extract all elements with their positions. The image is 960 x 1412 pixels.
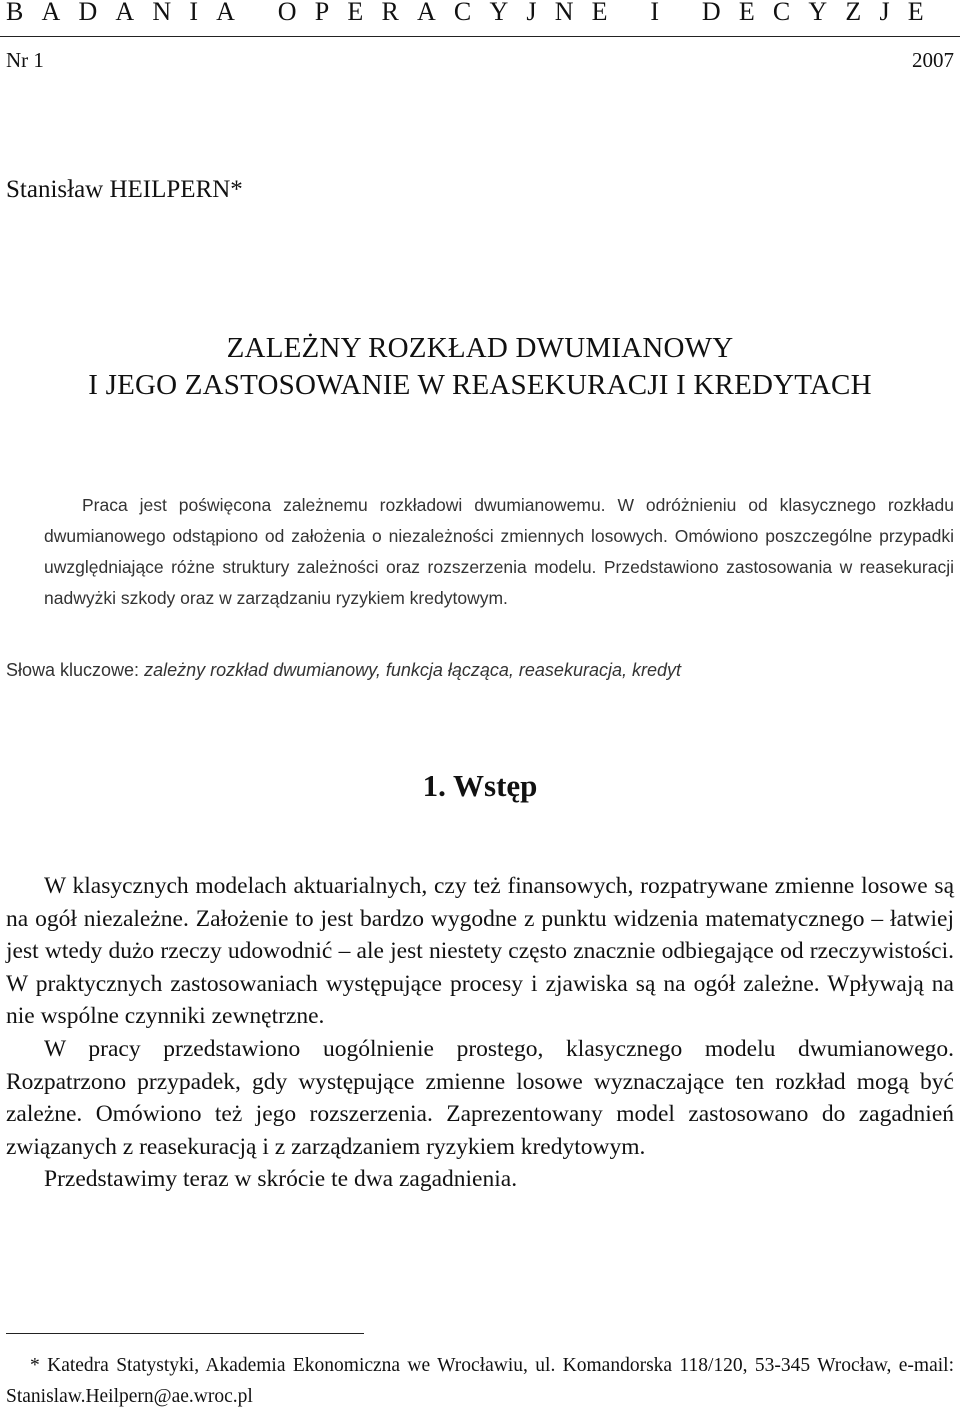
abstract (44, 490, 954, 614)
body-paragraph-2: W pracy przedstawiono uogólnienie prostego, klasycznego modelu dwumianowego. Rozpatrzono przypadek, gdy występujące zmienne losowe wyznaczające ten rozkład mogą być zależne. Omówiono też jego rozszerzenia. Zaprezentowany model zastosowano do zagadnień związanych z reasekuracją i z zarządzaniem ryzykiem kredytowym. (6, 1035, 954, 1160)
journal-header-letter (677, 0, 684, 27)
footnote-rule (6, 1333, 364, 1334)
section-heading: 1. Wstęp (422, 768, 538, 803)
body-paragraph-3: Przedstawimy teraz w skrócie te dwa zagadnienia. (44, 1166, 518, 1193)
journal-header-letter: I (189, 0, 198, 26)
journal-header-letter: Y (808, 0, 828, 26)
journal-header-letter: D (701, 0, 721, 26)
journal-header-letter (626, 0, 633, 27)
journal-header-letter: O (277, 0, 297, 26)
keywords-values: zależny rozkład dwumianowy, funkcja łącząca, reasekuracja, kredyt (144, 660, 681, 680)
paper-title (0, 330, 960, 404)
journal-header-letter: N (152, 0, 172, 26)
issue-number: Nr 1 (6, 48, 44, 72)
title-line-2: I JEGO ZASTOSOWANIE W REASEKURACJI I KREDYTACH (88, 369, 872, 401)
header-rule (0, 36, 960, 37)
footnote-text: * Katedra Statystyki, Akademia Ekonomiczna we Wrocławiu, ul. Komandorska 118/120, 53-345 Wrocław, e-mail: Stanislaw.Heilpern@ae.wroc.pl (6, 1355, 954, 1407)
journal-header-letter: D (78, 0, 98, 26)
journal-header-letter: E (347, 0, 364, 26)
journal-header-letter: N (554, 0, 574, 26)
footnote (6, 1350, 954, 1412)
author-name: Stanisław HEILPERN* (6, 176, 243, 203)
journal-header (6, 0, 924, 27)
journal-header-letter: Y (489, 0, 509, 26)
journal-header-letter: E (591, 0, 608, 26)
journal-header-letter: J (879, 0, 890, 26)
body-paragraph-1: W klasycznych modelach aktuarialnych, czy też finansowych, rozpatrywane zmienne losowe są na ogół niezależne. Założenie to jest bardzo wygodne z punktu widzenia matematycznego – łatwiej jest wtedy dużo rzeczy udowodnić – ale jest niestety często znacznie odbiegające od rzeczywistości. W praktycznych zastosowaniach występujące procesy i zjawiska są na ogół zależne. Wpływają na nie wspólne czynniki zewnętrzne. (6, 873, 954, 1030)
journal-header-letter: P (314, 0, 330, 26)
journal-header-letter: A (416, 0, 436, 26)
journal-header-letter: Z (845, 0, 862, 26)
journal-header-letter: A (41, 0, 61, 26)
issue-year: 2007 (912, 48, 954, 72)
journal-header-letter: C (772, 0, 791, 26)
title-line-1: ZALEŻNY ROZKŁAD DWUMIANOWY (226, 332, 734, 364)
journal-header-letter: C (453, 0, 472, 26)
journal-header-letter: B (6, 0, 24, 26)
journal-header-letter: J (526, 0, 537, 26)
keywords (6, 660, 681, 681)
body-text (6, 870, 954, 1196)
journal-header-letter: E (907, 0, 924, 26)
journal-header-letter (253, 0, 260, 27)
journal-header-letter: E (738, 0, 755, 26)
abstract-text: Praca jest poświęcona zależnemu rozkładowi dwumianowemu. W odróżnieniu od klasycznego rozkładu dwumianowego odstąpiono od założenia o niezależności zmiennych losowych. Omówiono poszczególne przypadki uwzględniające różne struktury zależności oraz rozszerzenia modelu. Przedstawiono zastosowania w reasekuracji nadwyżki szkody oraz w zarządzaniu ryzykiem kredytowym. (44, 495, 954, 608)
journal-header-letter: A (216, 0, 235, 26)
journal-header-letter: A (115, 0, 135, 26)
journal-header-letter: I (650, 0, 660, 26)
journal-header-letter: R (381, 0, 399, 26)
keywords-label: Słowa kluczowe: (6, 660, 140, 680)
